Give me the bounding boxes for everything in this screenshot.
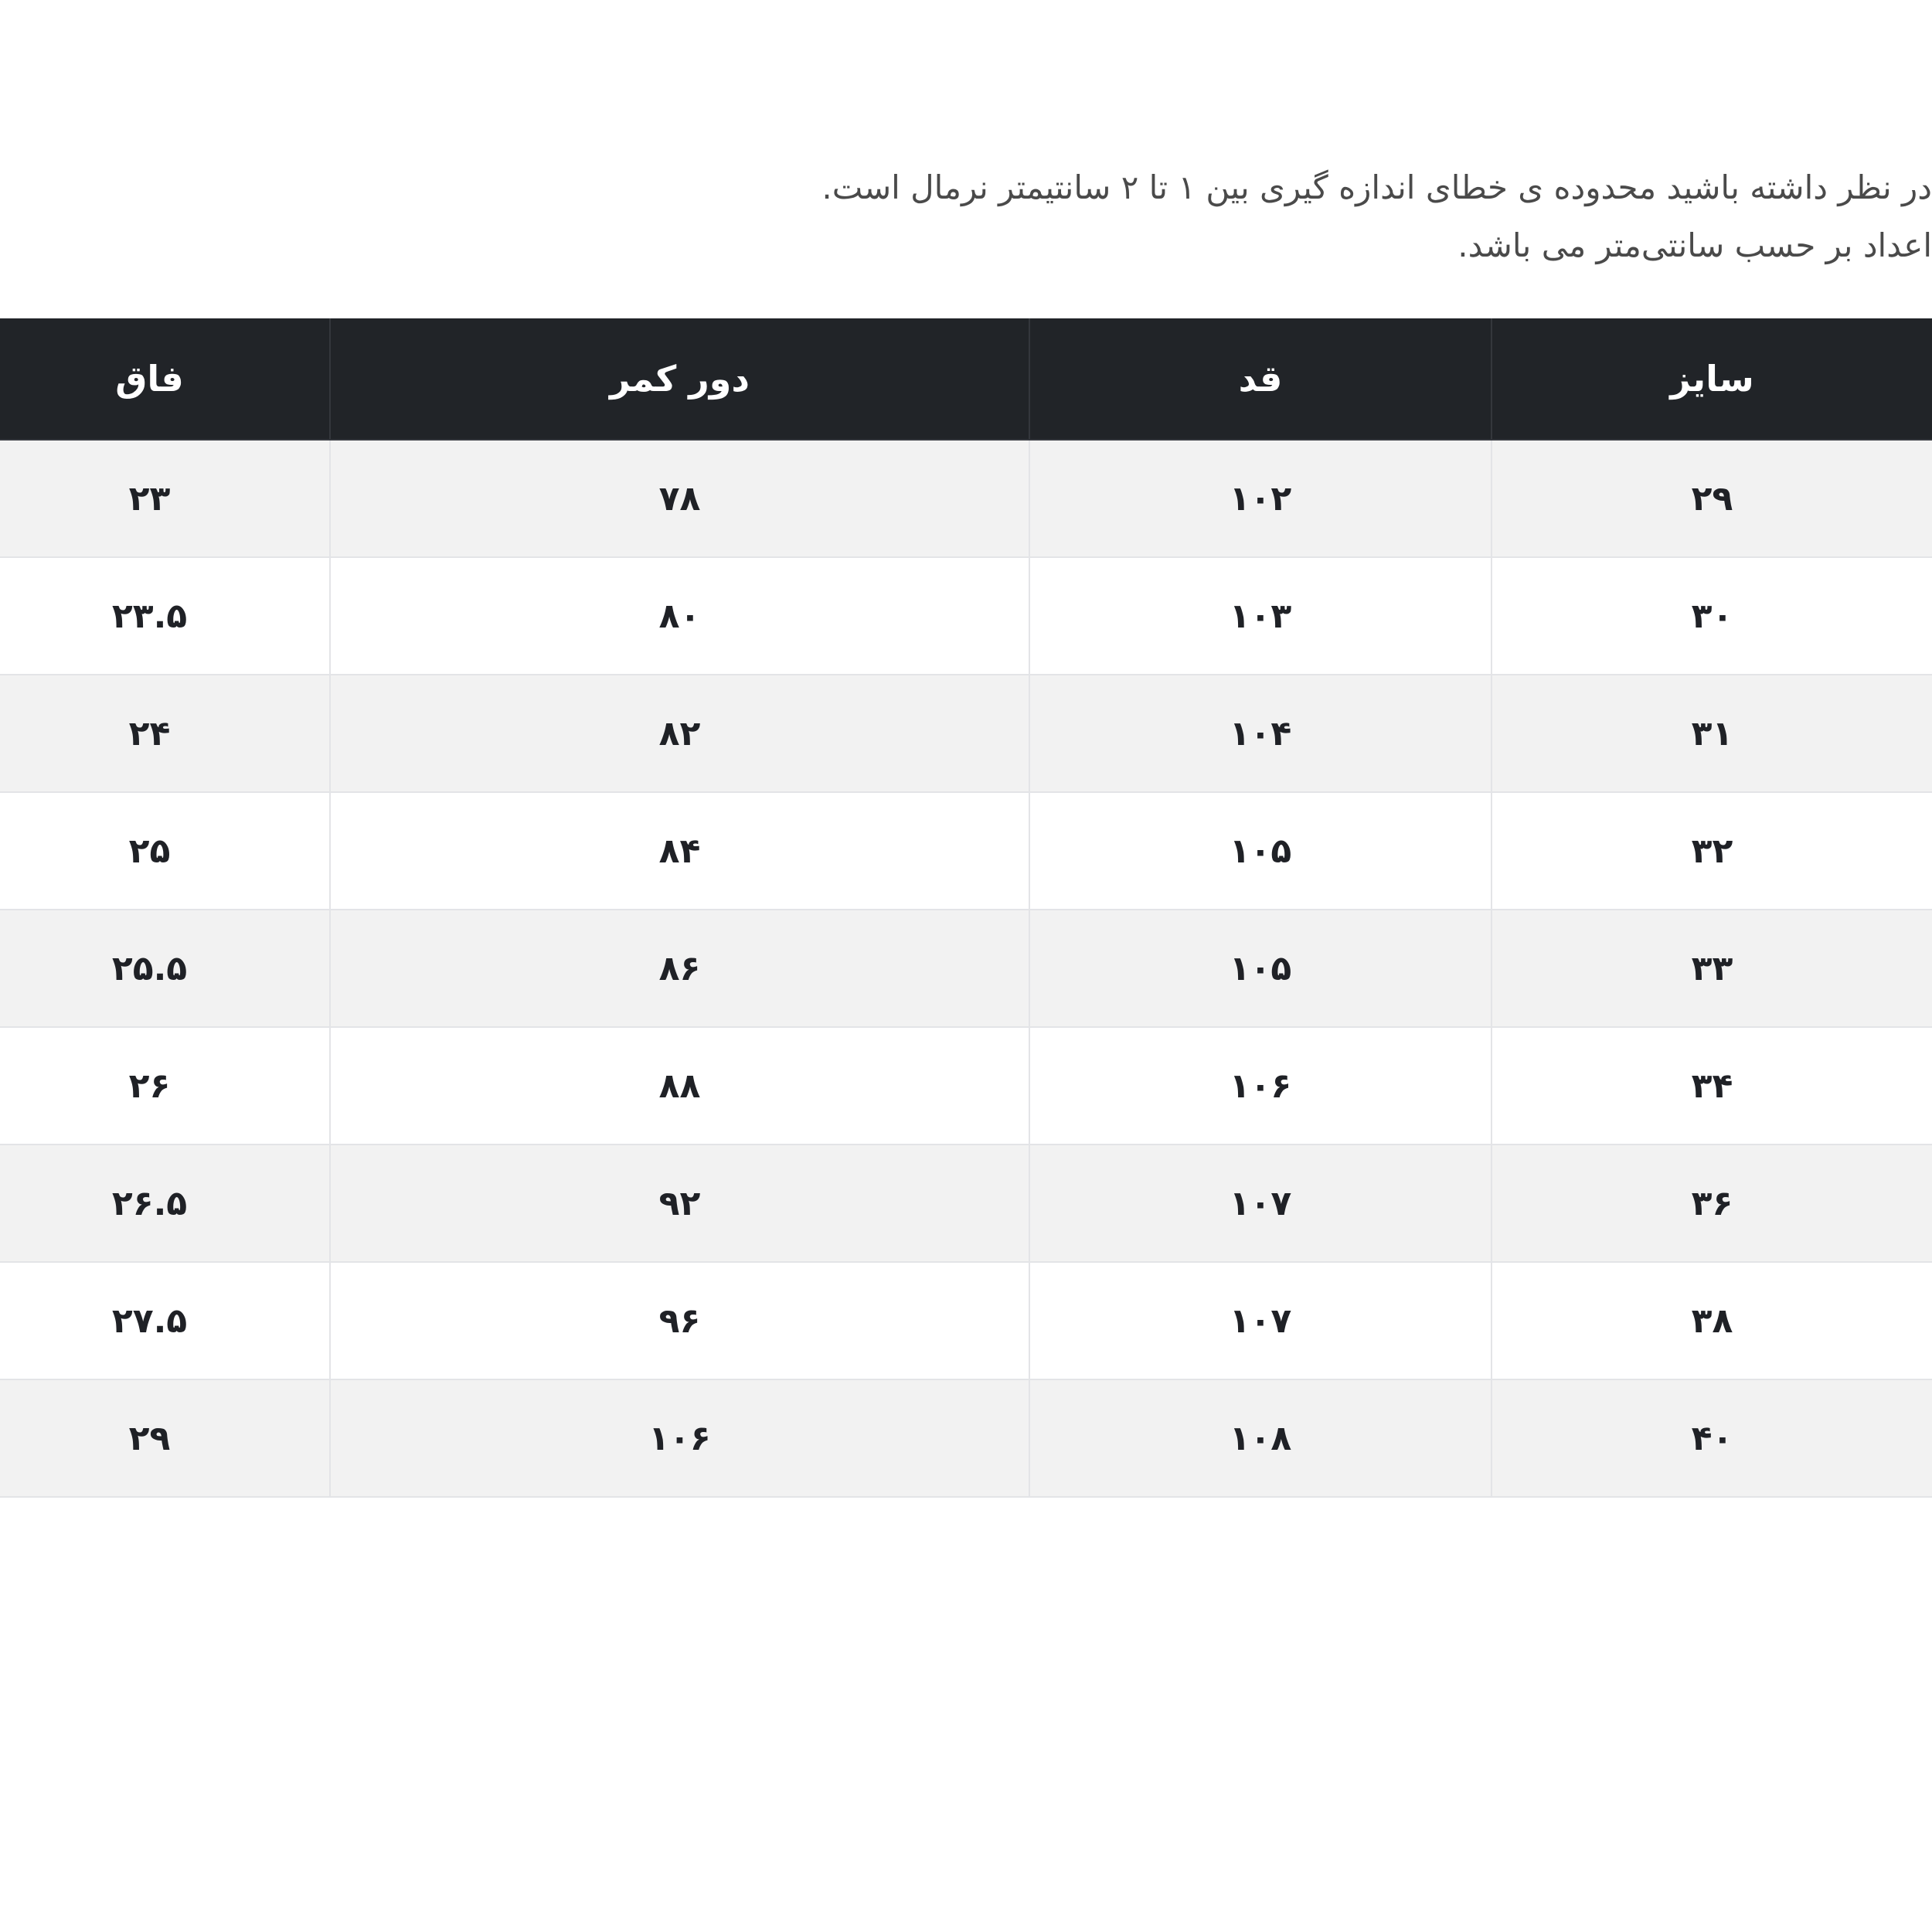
cell-length: ۱۰۵	[1029, 792, 1492, 910]
cell-rise: ۲۴	[0, 675, 330, 792]
cell-waist: ۹۶	[330, 1262, 1029, 1379]
cell-rise: ۲۶.۵	[0, 1145, 330, 1262]
table-row	[0, 792, 1932, 910]
cell-length: ۱۰۳	[1029, 557, 1492, 675]
table-header-row	[0, 318, 1932, 440]
table-row	[0, 1145, 1932, 1262]
table-row	[0, 675, 1932, 792]
cell-rise: ۲۳	[0, 440, 330, 557]
cell-length: ۱۰۴	[1029, 675, 1492, 792]
measurement-notes	[821, 158, 1932, 274]
table-row	[0, 910, 1932, 1027]
header-size: سایز	[1492, 318, 1932, 440]
cell-size: ۳۸	[1492, 1262, 1932, 1379]
cell-size: ۴۰	[1492, 1379, 1932, 1497]
cell-rise: ۲۷.۵	[0, 1262, 330, 1379]
cell-length: ۱۰۵	[1029, 910, 1492, 1027]
cell-length: ۱۰۶	[1029, 1027, 1492, 1145]
table-row	[0, 557, 1932, 675]
note-units: اعداد بر حسب سانتی‌متر می باشد.	[1458, 226, 1932, 264]
cell-waist: ۸۲	[330, 675, 1029, 792]
cell-size: ۲۹	[1492, 440, 1932, 557]
cell-rise: ۲۵	[0, 792, 330, 910]
cell-size: ۳۱	[1492, 675, 1932, 792]
table-row	[0, 1262, 1932, 1379]
table-row	[0, 440, 1932, 557]
cell-size: ۳۲	[1492, 792, 1932, 910]
header-waist: دور کمر	[330, 318, 1029, 440]
table-row	[0, 1027, 1932, 1145]
table-body	[0, 440, 1932, 1497]
cell-length: ۱۰۲	[1029, 440, 1492, 557]
cell-waist: ۱۰۶	[330, 1379, 1029, 1497]
cell-waist: ۸۴	[330, 792, 1029, 910]
cell-rise: ۲۶	[0, 1027, 330, 1145]
cell-length: ۱۰۷	[1029, 1145, 1492, 1262]
table-row	[0, 1379, 1932, 1497]
cell-waist: ۹۲	[330, 1145, 1029, 1262]
note-tolerance: در نظر داشته باشید محدوده ی خطای اندازه گیری بین ۱ تا ۲ سانتیمتر نرمال است.	[821, 168, 1932, 206]
cell-rise: ۲۹	[0, 1379, 330, 1497]
cell-waist: ۸۸	[330, 1027, 1029, 1145]
cell-size: ۳۳	[1492, 910, 1932, 1027]
cell-size: ۳۰	[1492, 557, 1932, 675]
cell-waist: ۸۰	[330, 557, 1029, 675]
cell-waist: ۸۶	[330, 910, 1029, 1027]
cell-size: ۳۴	[1492, 1027, 1932, 1145]
cell-length: ۱۰۸	[1029, 1379, 1492, 1497]
cell-rise: ۲۳.۵	[0, 557, 330, 675]
header-length: قد	[1029, 318, 1492, 440]
size-table	[0, 318, 1932, 1498]
cell-length: ۱۰۷	[1029, 1262, 1492, 1379]
cell-waist: ۷۸	[330, 440, 1029, 557]
header-rise: فاق	[0, 318, 330, 440]
cell-size: ۳۶	[1492, 1145, 1932, 1262]
cell-rise: ۲۵.۵	[0, 910, 330, 1027]
